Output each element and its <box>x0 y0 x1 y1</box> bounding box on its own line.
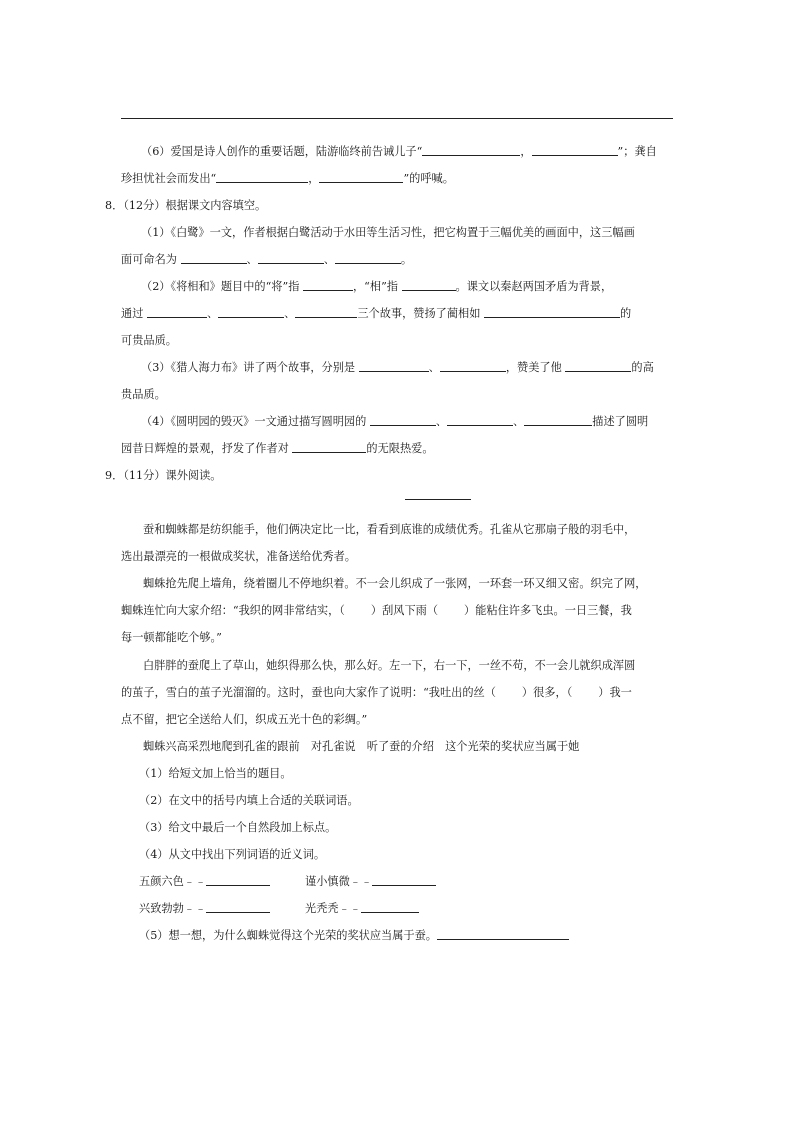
answer-blank[interactable] <box>258 251 324 264</box>
q6-line2: 珍担忧社会而发出“ ， ”的呼喊。 <box>121 172 454 185</box>
answer-blank[interactable] <box>303 278 353 291</box>
answer-blank[interactable] <box>147 305 207 318</box>
sub-question-5: （5）想一想，为什么蜘蛛觉得这个光荣的奖状应当属于蚕。 <box>139 926 569 946</box>
q8-p2-line2: 通过 、 、 三个故事，赞扬了蔺相如 的 <box>121 307 632 320</box>
answer-blank[interactable] <box>402 278 456 291</box>
answer-blank[interactable] <box>370 413 436 426</box>
synonym-row-2b: 光秃秃﹣﹣ <box>305 899 419 919</box>
story-para3-line3: 点不留，把它全送给人们，织成五光十色的彩绸。” <box>121 713 368 726</box>
story-para1-line2: 选出最漂亮的一根做成奖状，准备送给优秀者。 <box>121 550 356 563</box>
q8-p1-line2: 面可命名为 、 、 。 <box>121 253 413 266</box>
q8-p4-line1: （4）《圆明园的毁灭》一文通过描写圆明园的 、 、 描述了圆明 <box>141 415 649 428</box>
synonym-row-2: 兴致勃勃﹣﹣ <box>139 899 270 919</box>
sub-question-1: （1）给短文加上恰当的题目。 <box>139 767 292 780</box>
answer-blank[interactable] <box>206 873 270 886</box>
answer-blank[interactable] <box>565 359 631 372</box>
title-blank-row <box>405 486 471 506</box>
story-para2-line2: 蜘蛛连忙向大家介绍：“我织的网非常结实，（ ）刮风下雨（ ）能粘住许多飞虫。一日三餐，我 <box>121 604 632 617</box>
answer-blank[interactable] <box>292 440 366 453</box>
answer-blank[interactable] <box>216 170 308 183</box>
answer-blank[interactable] <box>532 143 618 156</box>
q8-p1-line1: （1）《白鹭》一文，作者根据白鹭活动于水田等生活习性，把它构置于三幅优美的画面中，这三幅画 <box>141 226 635 239</box>
story-para3-line1: 白胖胖的蚕爬上了草山，她织得那么快，那么好。左一下，右一下，一丝不苟，不一会儿就织成浑圆 <box>143 659 636 672</box>
answer-blank[interactable] <box>206 900 270 913</box>
answer-blank[interactable] <box>181 251 247 264</box>
answer-blank[interactable] <box>422 143 520 156</box>
sub-question-4: （4）从文中找出下列词语的近义词。 <box>139 848 326 861</box>
answer-blank[interactable] <box>319 170 403 183</box>
q8-p3-line2: 贵品质。 <box>121 388 166 401</box>
answer-blank[interactable] <box>218 305 284 318</box>
answer-blank[interactable] <box>372 873 436 886</box>
answer-blank[interactable] <box>524 413 592 426</box>
q9-title: 9．（11分）课外阅读。 <box>105 469 222 482</box>
story-para4: 蜘蛛兴高采烈地爬到孔雀的跟前 对孔雀说 听了蚕的介绍 这个光荣的奖状应当属于她 <box>143 740 580 753</box>
answer-blank[interactable] <box>361 900 419 913</box>
answer-blank[interactable] <box>335 251 401 264</box>
q8-title: 8．（12分）根据课文内容填空。 <box>105 199 267 212</box>
story-para1-line1: 蚕和蜘蛛都是纺织能手，他们俩决定比一比，看看到底谁的成绩优秀。孔雀从它那扇子般的羽毛中， <box>143 523 636 536</box>
answer-blank[interactable] <box>437 927 569 940</box>
title-answer-blank[interactable] <box>405 487 471 500</box>
story-para2-line3: 每一顿都能吃个够。” <box>121 631 222 644</box>
answer-blank[interactable] <box>484 305 620 318</box>
sub-question-2: （2）在文中的括号内填上合适的关联词语。 <box>139 794 359 807</box>
q6-text-a: （6）爱国是诗人创作的重要话题，陆游临终前告诫儿子“ <box>141 145 423 158</box>
answer-blank[interactable] <box>447 413 513 426</box>
answer-blank[interactable] <box>440 359 506 372</box>
q6-line1: （6）爱国是诗人创作的重要话题，陆游临终前告诫儿子“ ， ”；龚自 <box>141 145 657 158</box>
header-rule <box>121 118 673 119</box>
sub-question-3: （3）给文中最后一个自然段加上标点。 <box>139 821 337 834</box>
q8-p4-line2: 园昔日辉煌的景观，抒发了作者对 的无限热爱。 <box>121 442 434 455</box>
synonym-row-1b: 谨小慎微﹣﹣ <box>305 872 436 892</box>
story-para3-line2: 的茧子，雪白的茧子光溜溜的。这时，蚕也向大家作了说明：“我吐出的丝（ ）很多，（ ）我一 <box>121 686 632 699</box>
q8-p2-line1: （2）《将相和》题目中的“将”指 ，“相”指 。课文以秦赵两国矛盾为背景， <box>141 280 613 293</box>
answer-blank[interactable] <box>359 359 429 372</box>
story-para2-line1: 蜘蛛抢先爬上墙角，绕着圈儿不停地织着。不一会儿织成了一张网，一环套一环又细又密。织完了网， <box>143 577 647 590</box>
synonym-row-1: 五颜六色﹣﹣ <box>139 872 270 892</box>
q8-p3-line1: （3）《猎人海力布》讲了两个故事，分别是 、 ，赞美了他 的高 <box>141 361 654 374</box>
q8-p2-line3: 可贵品质。 <box>121 334 177 347</box>
answer-blank[interactable] <box>295 305 357 318</box>
